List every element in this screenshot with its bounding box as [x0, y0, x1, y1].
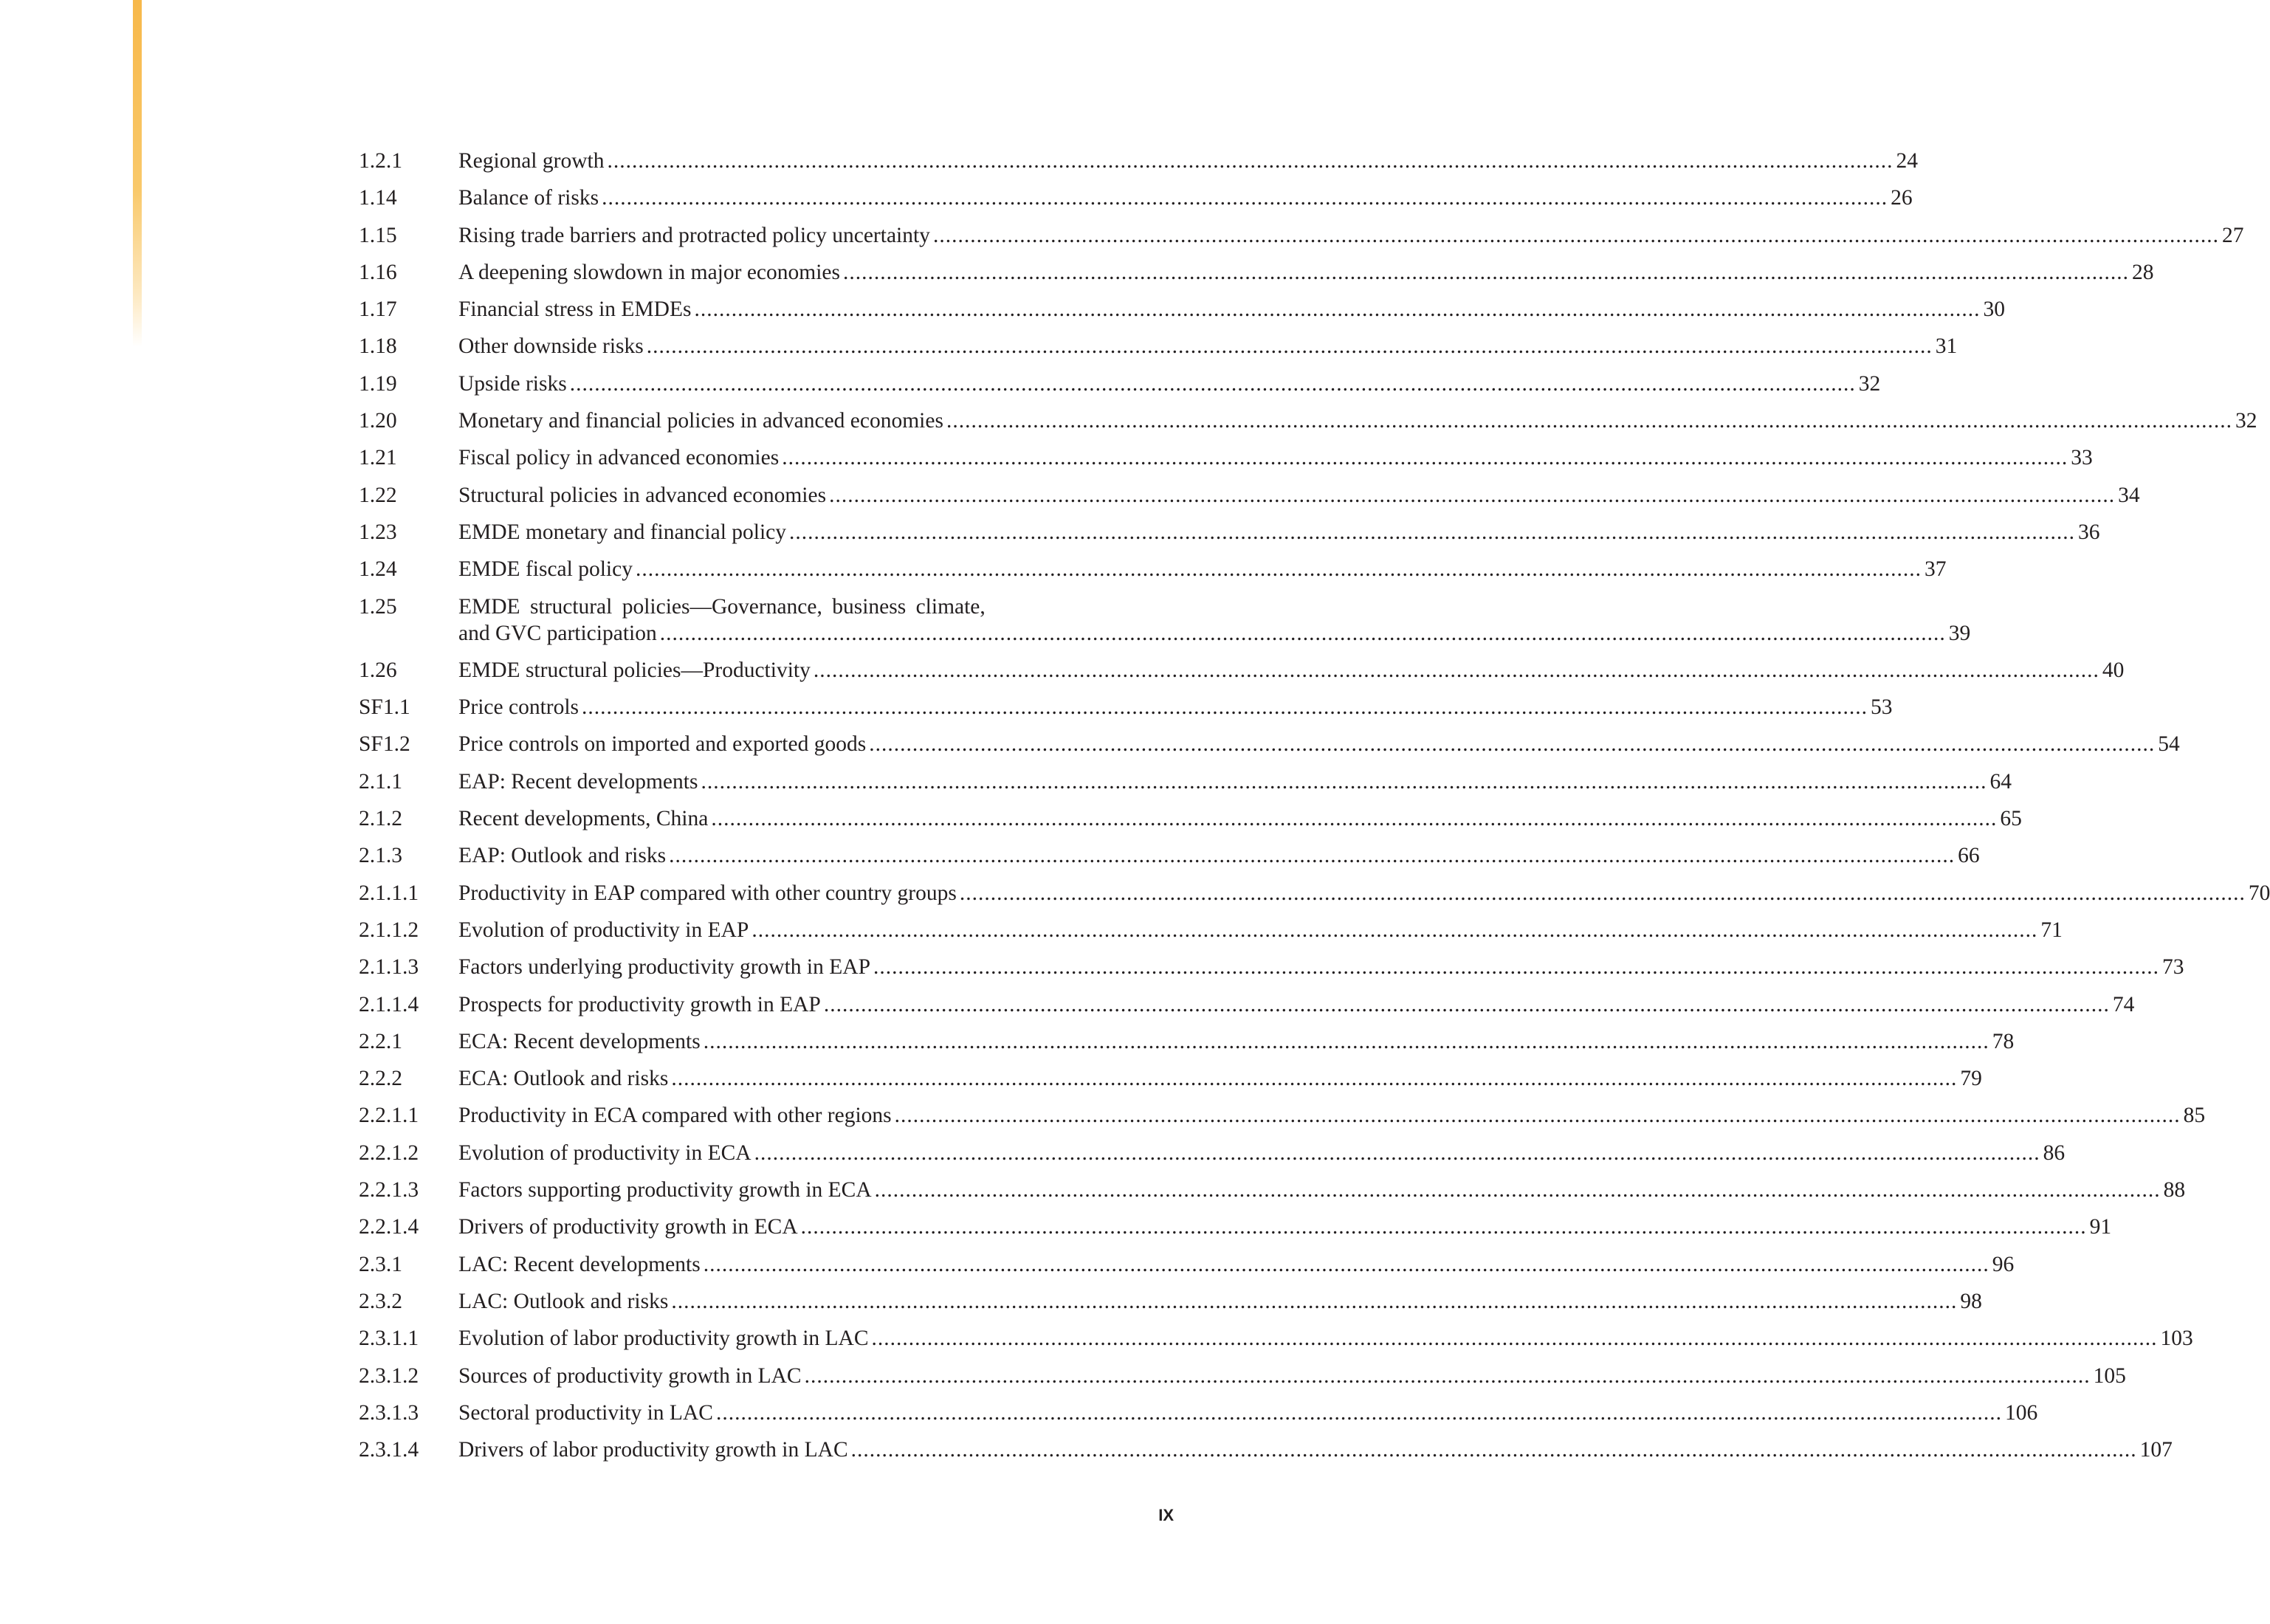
entry-title: Upside risks: [458, 371, 567, 396]
toc-entry[interactable]: [359, 1214, 2112, 1240]
dot-leader: [851, 1437, 2137, 1463]
entry-number: 1.22: [359, 483, 397, 507]
entry-page: 86: [2043, 1140, 2066, 1165]
entry-title: Regional growth: [458, 149, 605, 173]
entry-number: 1.18: [359, 334, 397, 359]
entry-number: 2.2.1: [359, 1029, 402, 1053]
entry-number: 2.3.1.4: [359, 1438, 419, 1462]
toc-entry[interactable]: [359, 407, 2257, 434]
entry-number: 1.19: [359, 371, 397, 396]
entry-page: 73: [2161, 955, 2184, 980]
toc-entry[interactable]: [359, 296, 2005, 323]
dot-leader: [933, 222, 2219, 249]
dot-leader: [872, 1325, 2158, 1352]
toc-entry[interactable]: [359, 371, 1881, 397]
entry-title: Evolution of productivity in ECA: [458, 1140, 751, 1165]
toc-entry[interactable]: [359, 1288, 1982, 1315]
dot-leader: [789, 519, 2075, 546]
entry-title: Monetary and financial policies in advanced economies: [458, 409, 943, 433]
entry-page: 31: [1935, 334, 1958, 359]
toc-entry[interactable]: [359, 1028, 2015, 1055]
entry-page: 65: [2000, 807, 2022, 831]
entry-page: 26: [1891, 186, 1913, 210]
dot-leader: [801, 1214, 2087, 1240]
dot-leader: [607, 148, 1893, 174]
entry-page: 53: [1871, 695, 1893, 720]
toc-entry[interactable]: [359, 1102, 2206, 1129]
toc-entry[interactable]: [359, 1325, 2193, 1352]
entry-page: 107: [2139, 1438, 2173, 1462]
entry-title: Recent developments, China: [458, 807, 709, 831]
entry-number: 1.24: [359, 557, 397, 582]
entry-title-line1: EMDE structural policies—Governance, business climate,: [458, 594, 986, 619]
entry-number: 1.21: [359, 446, 397, 470]
entry-title: Sectoral productivity in LAC: [458, 1400, 713, 1425]
toc-entry[interactable]: [359, 556, 1947, 582]
entry-number: 2.1.1.4: [359, 992, 419, 1016]
entry-title: ECA: Recent developments: [458, 1029, 701, 1053]
entry-page: 32: [2235, 409, 2257, 433]
toc-entry[interactable]: [359, 1251, 2015, 1278]
entry-page: 96: [1992, 1252, 2015, 1276]
entry-number: 2.3.1.2: [359, 1363, 419, 1388]
dot-leader: [647, 333, 1933, 359]
entry-page: 28: [2131, 260, 2154, 284]
toc-entry[interactable]: [359, 657, 2125, 684]
entry-title: Productivity in EAP compared with other country groups: [458, 881, 957, 905]
entry-number: 2.2.2: [359, 1067, 402, 1091]
entry-title: Evolution of productivity in EAP: [458, 918, 749, 942]
toc-entry[interactable]: [359, 917, 2063, 943]
dot-leader: [671, 1065, 1957, 1092]
dot-leader: [829, 482, 2115, 509]
toc-entry[interactable]: [359, 593, 1971, 647]
dot-leader: [716, 1400, 2002, 1426]
table-of-contents: [359, 148, 2270, 1473]
entry-number: 2.2.1.2: [359, 1140, 419, 1165]
entry-page: 78: [1992, 1029, 2015, 1053]
entry-title: Sources of productivity growth in LAC: [458, 1363, 802, 1388]
entry-page: 91: [2089, 1215, 2112, 1239]
dot-leader: [895, 1102, 2181, 1129]
dot-leader: [814, 657, 2099, 684]
entry-title: EMDE fiscal policy: [458, 557, 633, 582]
dot-leader: [660, 620, 1946, 647]
entry-number: 2.2.1.4: [359, 1215, 419, 1239]
entry-number: SF1.1: [359, 695, 410, 720]
entry-number: 1.2.1: [359, 149, 402, 173]
entry-number: 2.1.1.1: [359, 881, 419, 905]
entry-page: 66: [1958, 844, 1980, 868]
entry-number: 2.3.2: [359, 1289, 402, 1313]
entry-page: 39: [1948, 621, 1971, 645]
toc-entry[interactable]: [359, 731, 2180, 757]
dot-leader: [754, 1140, 2040, 1166]
entry-title: ECA: Outlook and risks: [458, 1067, 669, 1091]
entry-title: Financial stress in EMDEs: [458, 297, 692, 322]
entry-page: 88: [2163, 1178, 2186, 1202]
dot-leader: [960, 880, 2246, 906]
entry-page: 74: [2112, 992, 2135, 1016]
entry-page: 64: [1989, 769, 2012, 794]
dot-leader: [602, 185, 1888, 211]
entry-number: 2.3.1.1: [359, 1327, 419, 1351]
page-number: IX: [1158, 1506, 1174, 1524]
dot-leader: [669, 842, 1955, 869]
entry-number: 1.14: [359, 186, 397, 210]
toc-entry[interactable]: [359, 148, 1918, 174]
entry-page: 34: [2118, 483, 2140, 507]
toc-entry[interactable]: [359, 1177, 2186, 1203]
entry-page: 106: [2004, 1400, 2038, 1425]
toc-entry[interactable]: [359, 694, 1893, 720]
entry-number: SF1.2: [359, 732, 410, 757]
toc-entry[interactable]: [359, 991, 2135, 1018]
dot-leader: [843, 259, 2129, 286]
dot-leader: [694, 296, 1980, 323]
dot-leader: [946, 407, 2232, 434]
dot-leader: [671, 1288, 1957, 1315]
entry-number: 2.2.1.1: [359, 1104, 419, 1128]
entry-page: 98: [1960, 1289, 1982, 1313]
entry-page: 32: [1858, 371, 1881, 396]
toc-entry[interactable]: [359, 444, 2093, 471]
entry-number: 1.16: [359, 260, 397, 284]
dot-leader: [751, 917, 2037, 943]
entry-title: Drivers of labor productivity growth in LAC: [458, 1438, 848, 1462]
dot-leader: [582, 694, 1868, 720]
toc-entry[interactable]: [359, 1400, 2038, 1426]
dot-leader: [875, 1177, 2161, 1203]
dot-leader: [782, 444, 2068, 471]
toc-entry[interactable]: [359, 954, 2184, 980]
entry-number: 2.1.3: [359, 844, 402, 868]
entry-title: Productivity in ECA compared with other regions: [458, 1104, 892, 1128]
toc-entry[interactable]: [359, 482, 2140, 509]
toc-entry[interactable]: [359, 805, 2022, 832]
toc-entry[interactable]: [359, 880, 2270, 906]
entry-title: Fiscal policy in advanced economies: [458, 446, 780, 470]
entry-page: 71: [2040, 918, 2063, 942]
entry-title: A deepening slowdown in major economies: [458, 260, 840, 284]
toc-entry[interactable]: [359, 1140, 2066, 1166]
entry-number: 2.1.1.2: [359, 918, 419, 942]
entry-number: 2.3.1.3: [359, 1400, 419, 1425]
entry-page: 79: [1960, 1067, 1982, 1091]
entry-title: Factors supporting productivity growth in ECA: [458, 1178, 872, 1202]
entry-title: Rising trade barriers and protracted policy uncertainty: [458, 223, 930, 247]
entry-number: 1.20: [359, 409, 397, 433]
entry-title: LAC: Recent developments: [458, 1252, 701, 1276]
entry-page: 70: [2248, 881, 2270, 905]
entry-title: Price controls: [458, 695, 579, 720]
dot-leader: [704, 1251, 1989, 1278]
toc-entry[interactable]: [359, 842, 1980, 869]
toc-entry[interactable]: [359, 259, 2154, 286]
entry-title: Factors underlying productivity growth in EAP: [458, 955, 870, 980]
entry-number: 2.1.2: [359, 807, 402, 831]
toc-entry[interactable]: [359, 768, 2012, 795]
entry-title-line2: and GVC participation: [458, 621, 657, 645]
entry-page: 103: [2160, 1327, 2193, 1351]
entry-page: 30: [1983, 297, 2005, 322]
entry-title: EAP: Outlook and risks: [458, 844, 667, 868]
dot-leader: [824, 991, 2110, 1018]
entry-number: 1.25: [359, 594, 397, 619]
entry-number: 2.3.1: [359, 1252, 402, 1276]
entry-number: 2.1.1: [359, 769, 402, 794]
entry-title: EMDE structural policies—Productivity: [458, 658, 811, 682]
entry-page: 27: [2221, 223, 2244, 247]
entry-page: 54: [2158, 732, 2180, 757]
entry-page: 37: [1924, 557, 1947, 582]
entry-title: Other downside risks: [458, 334, 644, 359]
entry-number: 1.15: [359, 223, 397, 247]
entry-title: Evolution of labor productivity growth in LAC: [458, 1327, 869, 1351]
dot-leader: [869, 731, 2155, 757]
dot-leader: [701, 768, 1987, 795]
entry-number: 1.23: [359, 520, 397, 544]
toc-entry[interactable]: [359, 519, 2100, 546]
decorative-accent-bar: [133, 0, 142, 347]
entry-title: Drivers of productivity growth in ECA: [458, 1215, 798, 1239]
toc-entry[interactable]: [359, 1065, 1982, 1092]
toc-entry[interactable]: [359, 222, 2244, 249]
toc-entry[interactable]: [359, 333, 1958, 359]
dot-leader: [711, 805, 1997, 832]
dot-leader: [873, 954, 2159, 980]
entry-title: Balance of risks: [458, 186, 599, 210]
entry-title: Prospects for productivity growth in EAP: [458, 992, 821, 1016]
entry-page: 85: [2183, 1104, 2206, 1128]
entry-page: 33: [2071, 446, 2093, 470]
toc-entry[interactable]: [359, 185, 1913, 211]
toc-entry[interactable]: [359, 1437, 2173, 1463]
entry-page: 24: [1896, 149, 1918, 173]
entry-page: 40: [2102, 658, 2125, 682]
entry-title: LAC: Outlook and risks: [458, 1289, 669, 1313]
dot-leader: [805, 1363, 2091, 1389]
entry-title: Price controls on imported and exported goods: [458, 732, 867, 757]
entry-number: 2.1.1.3: [359, 955, 419, 980]
dot-leader: [636, 556, 1922, 582]
entry-title: EMDE monetary and financial policy: [458, 520, 786, 544]
dot-leader: [570, 371, 1856, 397]
entry-page: 36: [2078, 520, 2100, 544]
toc-entry[interactable]: [359, 1363, 2126, 1389]
entry-number: 1.17: [359, 297, 397, 322]
entry-number: 2.2.1.3: [359, 1178, 419, 1202]
entry-number: 1.26: [359, 658, 397, 682]
entry-title: EAP: Recent developments: [458, 769, 698, 794]
dot-leader: [704, 1028, 1989, 1055]
entry-page: 105: [2093, 1363, 2126, 1388]
entry-title: Structural policies in advanced economies: [458, 483, 827, 507]
